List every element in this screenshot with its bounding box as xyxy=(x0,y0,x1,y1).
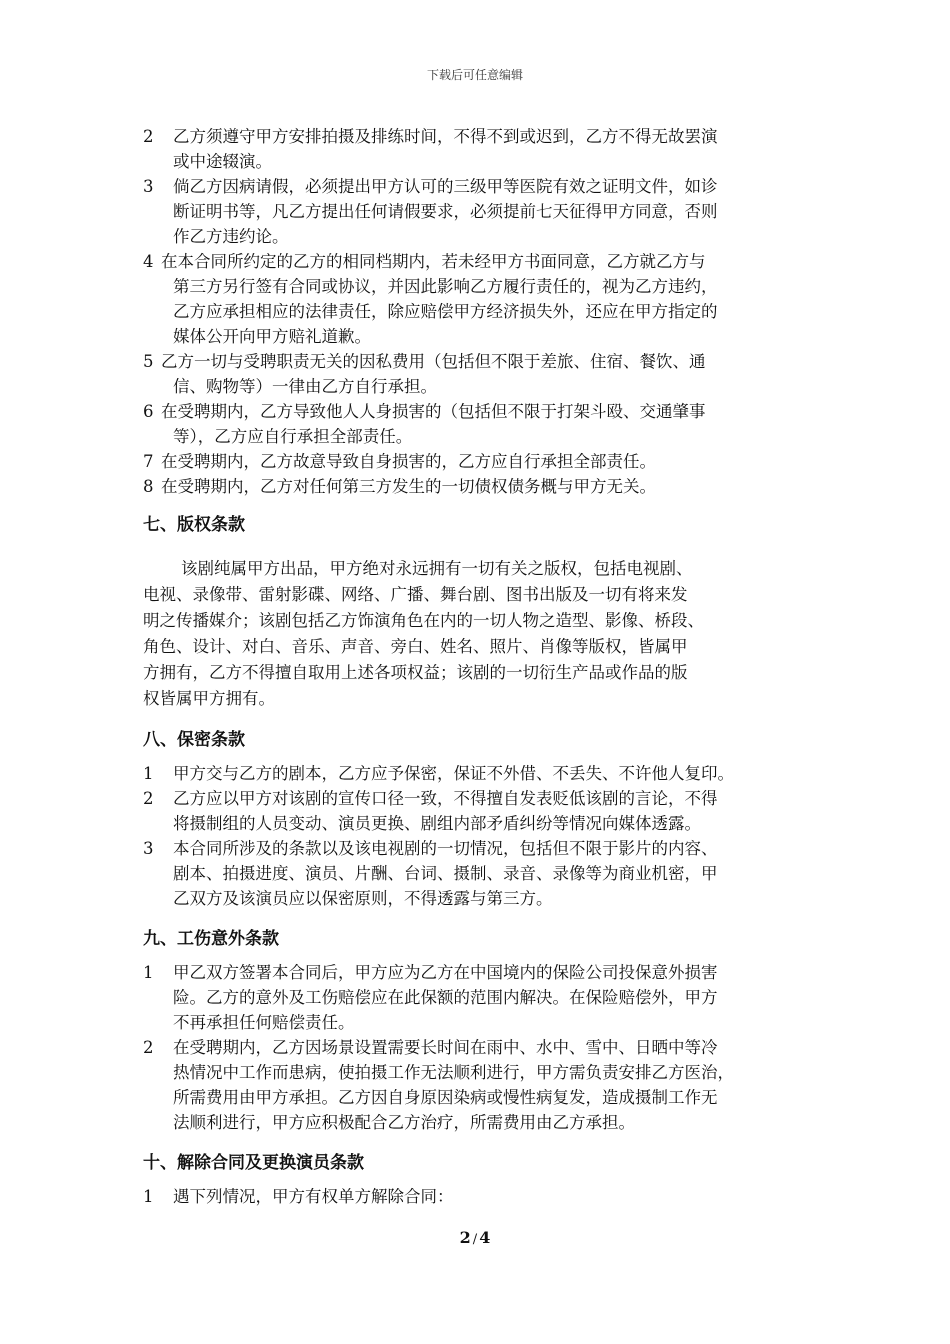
item-number: 1 xyxy=(143,1187,154,1206)
list-item xyxy=(143,399,823,449)
item-line: 断证明书等，凡乙方提出任何请假要求，必须提前七天征得甲方同意，否则 xyxy=(173,202,718,221)
list-item xyxy=(143,349,823,399)
item-line: 在受聘期内，乙方因场景设置需要长时间在雨中、水中、雪中、日晒中等冷 xyxy=(173,1038,718,1057)
item-number: 2 xyxy=(143,127,154,146)
section-9-heading: 九、工伤意外条款 xyxy=(143,929,279,949)
page-number xyxy=(0,1228,950,1247)
list-item xyxy=(143,960,823,1035)
item-number: 2 xyxy=(143,1038,154,1057)
item-line: 媒体公开向甲方赔礼道歉。 xyxy=(173,327,371,346)
total-pages: 4 xyxy=(479,1228,491,1247)
paragraph-line: 权皆属甲方拥有。 xyxy=(143,689,275,708)
item-line: 乙双方及该演员应以保密原则，不得透露与第三方。 xyxy=(173,889,553,908)
item-line: 热情况中工作而患病，使拍摄工作无法顺利进行，甲方需负责安排乙方医治， xyxy=(173,1063,734,1082)
paragraph-line: 明之传播媒介；该剧包括乙方饰演角色在内的一切人物之造型、影像、桥段、 xyxy=(143,611,704,630)
paragraph-line: 电视、录像带、雷射影碟、网络、广播、舞台剧、图书出版及一切有将来发 xyxy=(143,585,688,604)
page-separator: / xyxy=(472,1232,478,1247)
list-item xyxy=(143,836,823,911)
list-item xyxy=(143,124,823,174)
section-9-list xyxy=(143,960,823,1135)
document-body xyxy=(143,124,823,1209)
item-number: 1 xyxy=(143,764,154,783)
section-10-heading: 十、解除合同及更换演员条款 xyxy=(143,1153,364,1173)
paragraph-line: 该剧纯属甲方出品，甲方绝对永远拥有一切有关之版权，包括电视剧、 xyxy=(181,559,693,578)
item-line: 将摄制组的人员变动、演员更换、剧组内部矛盾纠纷等情况向媒体透露。 xyxy=(173,814,701,833)
item-number: 7 xyxy=(143,452,154,471)
item-line: 等），乙方应自行承担全部责任。 xyxy=(173,427,413,446)
item-line: 第三方另行签有合同或协议，并因此影响乙方履行责任的，视为乙方违约， xyxy=(173,277,718,296)
section-7-heading: 七、版权条款 xyxy=(143,515,245,535)
item-line: 险。乙方的意外及工伤赔偿应在此保额的范围内解决。在保险赔偿外，甲方 xyxy=(173,988,718,1007)
item-number: 8 xyxy=(143,477,154,496)
item-line: 倘乙方因病请假，必须提出甲方认可的三级甲等医院有效之证明文件，如诊 xyxy=(173,177,718,196)
list-item xyxy=(143,474,823,499)
list-item xyxy=(143,1035,823,1135)
list-item xyxy=(143,761,823,786)
item-line: 剧本、拍摄进度、演员、片酬、台词、摄制、录音、录像等为商业机密，甲 xyxy=(173,864,718,883)
item-line: 在受聘期内，乙方故意导致自身损害的，乙方应自行承担全部责任。 xyxy=(161,452,656,471)
item-line: 在受聘期内，乙方导致他人人身损害的（包括但不限于打架斗殴、交通肇事 xyxy=(161,402,706,421)
list-item xyxy=(143,174,823,249)
section-6-list xyxy=(143,124,823,499)
section-8-list xyxy=(143,761,823,911)
list-item xyxy=(143,449,823,474)
section-10-list xyxy=(143,1184,823,1209)
item-number: 1 xyxy=(143,963,154,982)
item-line: 乙方一切与受聘职责无关的因私费用（包括但不限于差旅、住宿、餐饮、通 xyxy=(161,352,706,371)
section-8-heading: 八、保密条款 xyxy=(143,730,245,750)
item-line: 在本合同所约定的乙方的相同档期内，若未经甲方书面同意，乙方就乙方与 xyxy=(161,252,706,271)
page-header: 下载后可任意编辑 xyxy=(426,68,523,82)
item-line: 或中途辍演。 xyxy=(173,152,272,171)
item-line: 甲方交与乙方的剧本，乙方应予保密，保证不外借、不丢失、不许他人复印。 xyxy=(173,764,734,783)
item-number: 5 xyxy=(143,352,154,371)
item-number: 2 xyxy=(143,789,154,808)
paragraph-line: 角色、设计、对白、音乐、声音、旁白、姓名、照片、肖像等版权，皆属甲 xyxy=(143,637,688,656)
list-item xyxy=(143,1184,823,1209)
item-number: 3 xyxy=(143,177,154,196)
item-line: 遇下列情况，甲方有权单方解除合同： xyxy=(173,1187,454,1206)
item-line: 乙方应承担相应的法律责任，除应赔偿甲方经济损失外，还应在甲方指定的 xyxy=(173,302,718,321)
item-number: 3 xyxy=(143,839,154,858)
item-line: 乙方应以甲方对该剧的宣传口径一致，不得擅自发表贬低该剧的言论，不得 xyxy=(173,789,718,808)
item-number: 4 xyxy=(143,252,154,271)
item-line: 作乙方违约论。 xyxy=(173,227,289,246)
item-line: 不再承担任何赔偿责任。 xyxy=(173,1013,355,1032)
item-line: 法顺利进行，甲方应积极配合乙方治疗，所需费用由乙方承担。 xyxy=(173,1113,635,1132)
paragraph-line: 方拥有，乙方不得擅自取用上述各项权益；该剧的一切衍生产品或作品的版 xyxy=(143,663,688,682)
item-number: 6 xyxy=(143,402,154,421)
current-page: 2 xyxy=(459,1228,471,1247)
item-line: 乙方须遵守甲方安排拍摄及排练时间，不得不到或迟到，乙方不得无故罢演 xyxy=(173,127,718,146)
list-item xyxy=(143,249,823,349)
item-line: 甲乙双方签署本合同后，甲方应为乙方在中国境内的保险公司投保意外损害 xyxy=(173,963,718,982)
list-item xyxy=(143,786,823,836)
item-line: 本合同所涉及的条款以及该电视剧的一切情况，包括但不限于影片的内容、 xyxy=(173,839,718,858)
section-7-paragraph xyxy=(143,556,823,712)
item-line: 信、购物等）一律由乙方自行承担。 xyxy=(173,377,437,396)
item-line: 在受聘期内，乙方对任何第三方发生的一切债权债务概与甲方无关。 xyxy=(161,477,656,496)
item-line: 所需费用由甲方承担。乙方因自身原因染病或慢性病复发，造成摄制工作无 xyxy=(173,1088,718,1107)
